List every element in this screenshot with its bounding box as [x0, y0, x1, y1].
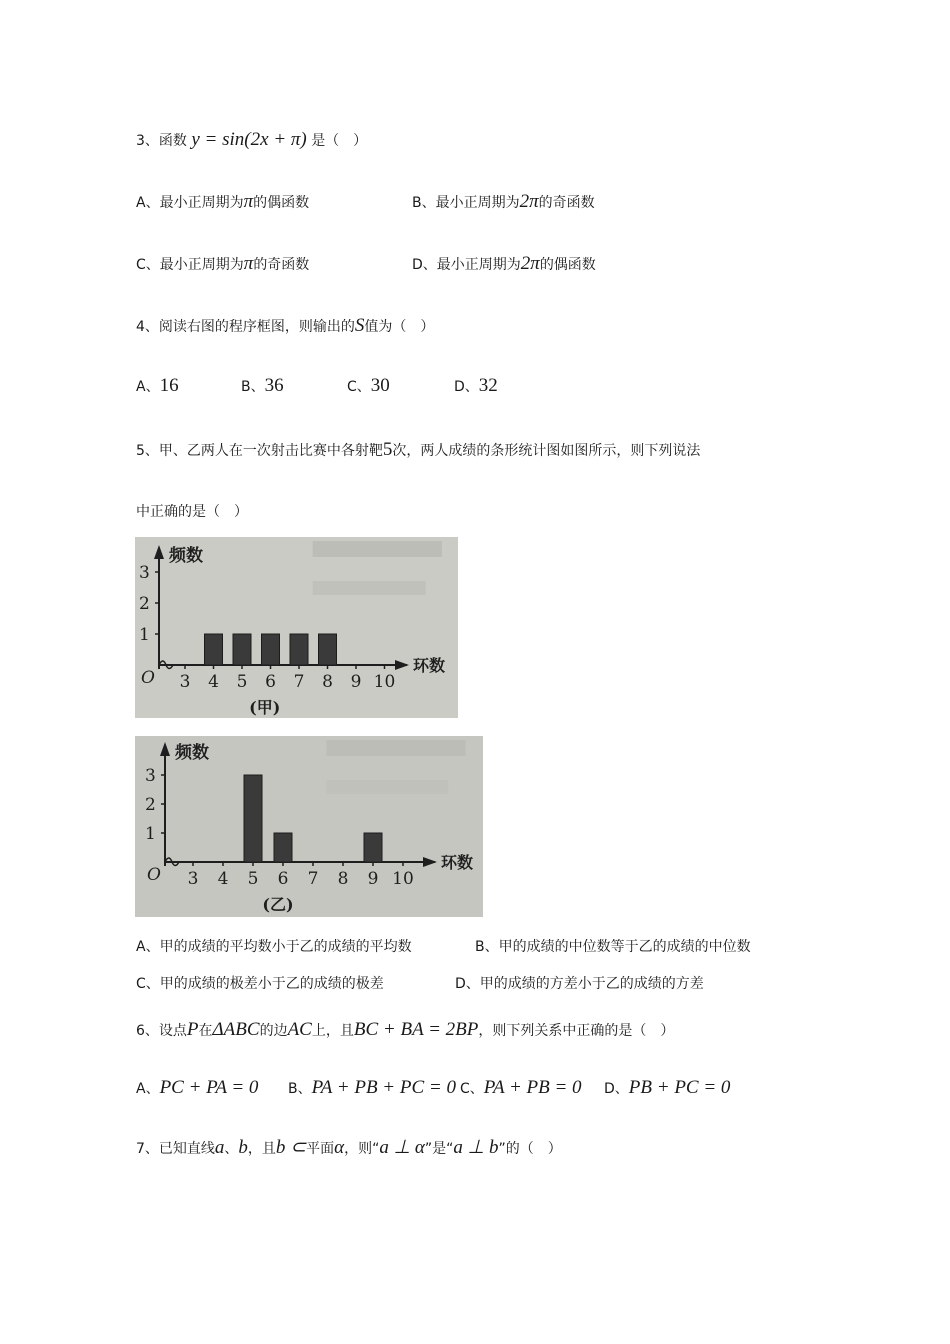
chart-yi-photo — [135, 736, 483, 917]
origin-label: O — [141, 668, 155, 688]
q4-variable: S — [354, 315, 365, 336]
y-tick-label: 1 — [145, 824, 156, 844]
bar-8 — [319, 634, 337, 665]
x-axis-label: 环数 — [441, 853, 474, 872]
y-axis-label: 频数 — [175, 743, 209, 763]
q6-option-b[interactable]: B、PA + PB + PC = 0 — [288, 1077, 456, 1098]
q5-count: 5 — [382, 439, 393, 460]
x-tick-label: 4 — [208, 672, 219, 692]
y-tick-label: 2 — [145, 795, 156, 815]
x-tick-label: 5 — [247, 869, 259, 889]
y-tick-label: 1 — [139, 625, 150, 645]
q7-stem: 7、已知直线a、b，且b ⊂平面α，则“a ⊥ α”是“a ⊥ b”的（ ） — [136, 1137, 562, 1158]
q3-option-b[interactable]: B、最小正周期为2π的奇函数 — [412, 191, 595, 212]
x-tick-label: 8 — [337, 869, 349, 889]
q3-option-a[interactable]: A、最小正周期为π的偶函数 — [136, 191, 310, 212]
bar-5 — [244, 775, 262, 862]
bleed-through-smudge — [326, 740, 465, 756]
y-tick-label: 2 — [139, 594, 150, 614]
q5-stem: 5、甲、乙两人在一次射击比赛中各射靶5次，两人成绩的条形统计图如图所示，则下列说法 — [136, 439, 701, 460]
bar-7 — [290, 634, 308, 665]
bar-6 — [274, 833, 292, 862]
x-tick-label: 6 — [277, 869, 289, 889]
x-tick-label: 3 — [187, 869, 199, 889]
q4-option-a[interactable]: A、16 — [136, 375, 179, 396]
x-tick-label: 10 — [392, 869, 414, 889]
q6-option-d[interactable]: D、PB + PC = 0 — [604, 1077, 731, 1098]
x-tick-label: 10 — [373, 672, 396, 692]
x-tick-label: 6 — [265, 672, 276, 692]
origin-label: O — [147, 865, 161, 885]
photo-background — [135, 736, 483, 917]
x-tick-label: 4 — [217, 869, 229, 889]
q6-option-a[interactable]: A、PC + PA = 0 — [136, 1077, 259, 1098]
bar-4 — [205, 634, 223, 665]
q5-option-b[interactable]: B、甲的成绩的中位数等于乙的成绩的中位数 — [475, 939, 751, 955]
y-tick-label: 3 — [145, 766, 156, 786]
x-axis-label: 环数 — [413, 656, 446, 675]
bar-5 — [233, 634, 251, 665]
x-tick-label: 7 — [307, 869, 319, 889]
bleed-through-smudge — [313, 581, 426, 595]
q4-option-b[interactable]: B、36 — [241, 375, 284, 396]
q3-option-c[interactable]: C、最小正周期为π的奇函数 — [136, 253, 310, 274]
y-axis-label: 频数 — [169, 546, 203, 566]
x-tick-label: 7 — [293, 672, 305, 692]
x-tick-label: 8 — [322, 672, 333, 692]
chart-caption: (甲) — [249, 698, 281, 717]
chart-jia — [135, 537, 458, 718]
q5-stem-line2: 中正确的是（ ） — [136, 504, 248, 520]
q4-option-d[interactable]: D、32 — [454, 375, 498, 396]
y-tick-label: 3 — [139, 563, 150, 583]
x-tick-label: 3 — [179, 672, 191, 692]
x-tick-label: 5 — [236, 672, 248, 692]
q5-option-a[interactable]: A、甲的成绩的平均数小于乙的成绩的平均数 — [136, 939, 412, 955]
bleed-through-smudge — [326, 780, 448, 794]
q3-prefix: 3、函数 — [136, 133, 187, 149]
q6-stem: 6、设点P在ΔABC的边AC上，且BC + BA = 2BP，则下列关系中正确的是（ ） — [136, 1019, 675, 1040]
x-tick-label: 9 — [350, 672, 362, 692]
chart-yi — [135, 736, 483, 917]
q4-stem: 4、阅读右图的程序框图，则输出的S值为（ ） — [136, 315, 435, 336]
q5-option-c[interactable]: C、甲的成绩的极差小于乙的成绩的极差 — [136, 976, 384, 992]
q5-option-d[interactable]: D、甲的成绩的方差小于乙的成绩的方差 — [455, 976, 704, 992]
q6-vector-equation: BC + BA = 2BP — [353, 1019, 479, 1040]
q6-option-c[interactable]: C、PA + PB = 0 — [460, 1077, 582, 1098]
q3-stem — [136, 130, 367, 151]
q3-option-d[interactable]: D、最小正周期为2π的偶函数 — [412, 253, 596, 274]
chart-jia-photo — [135, 537, 458, 718]
chart-caption: (乙) — [262, 895, 294, 914]
q3-expression: y = sin(2x + π) — [191, 129, 307, 150]
bleed-through-smudge — [313, 541, 442, 557]
x-tick-label: 9 — [367, 869, 379, 889]
bar-9 — [364, 833, 382, 862]
bar-6 — [262, 634, 280, 665]
q3-suffix: 是（ ） — [311, 133, 368, 149]
q4-option-c[interactable]: C、30 — [347, 375, 390, 396]
